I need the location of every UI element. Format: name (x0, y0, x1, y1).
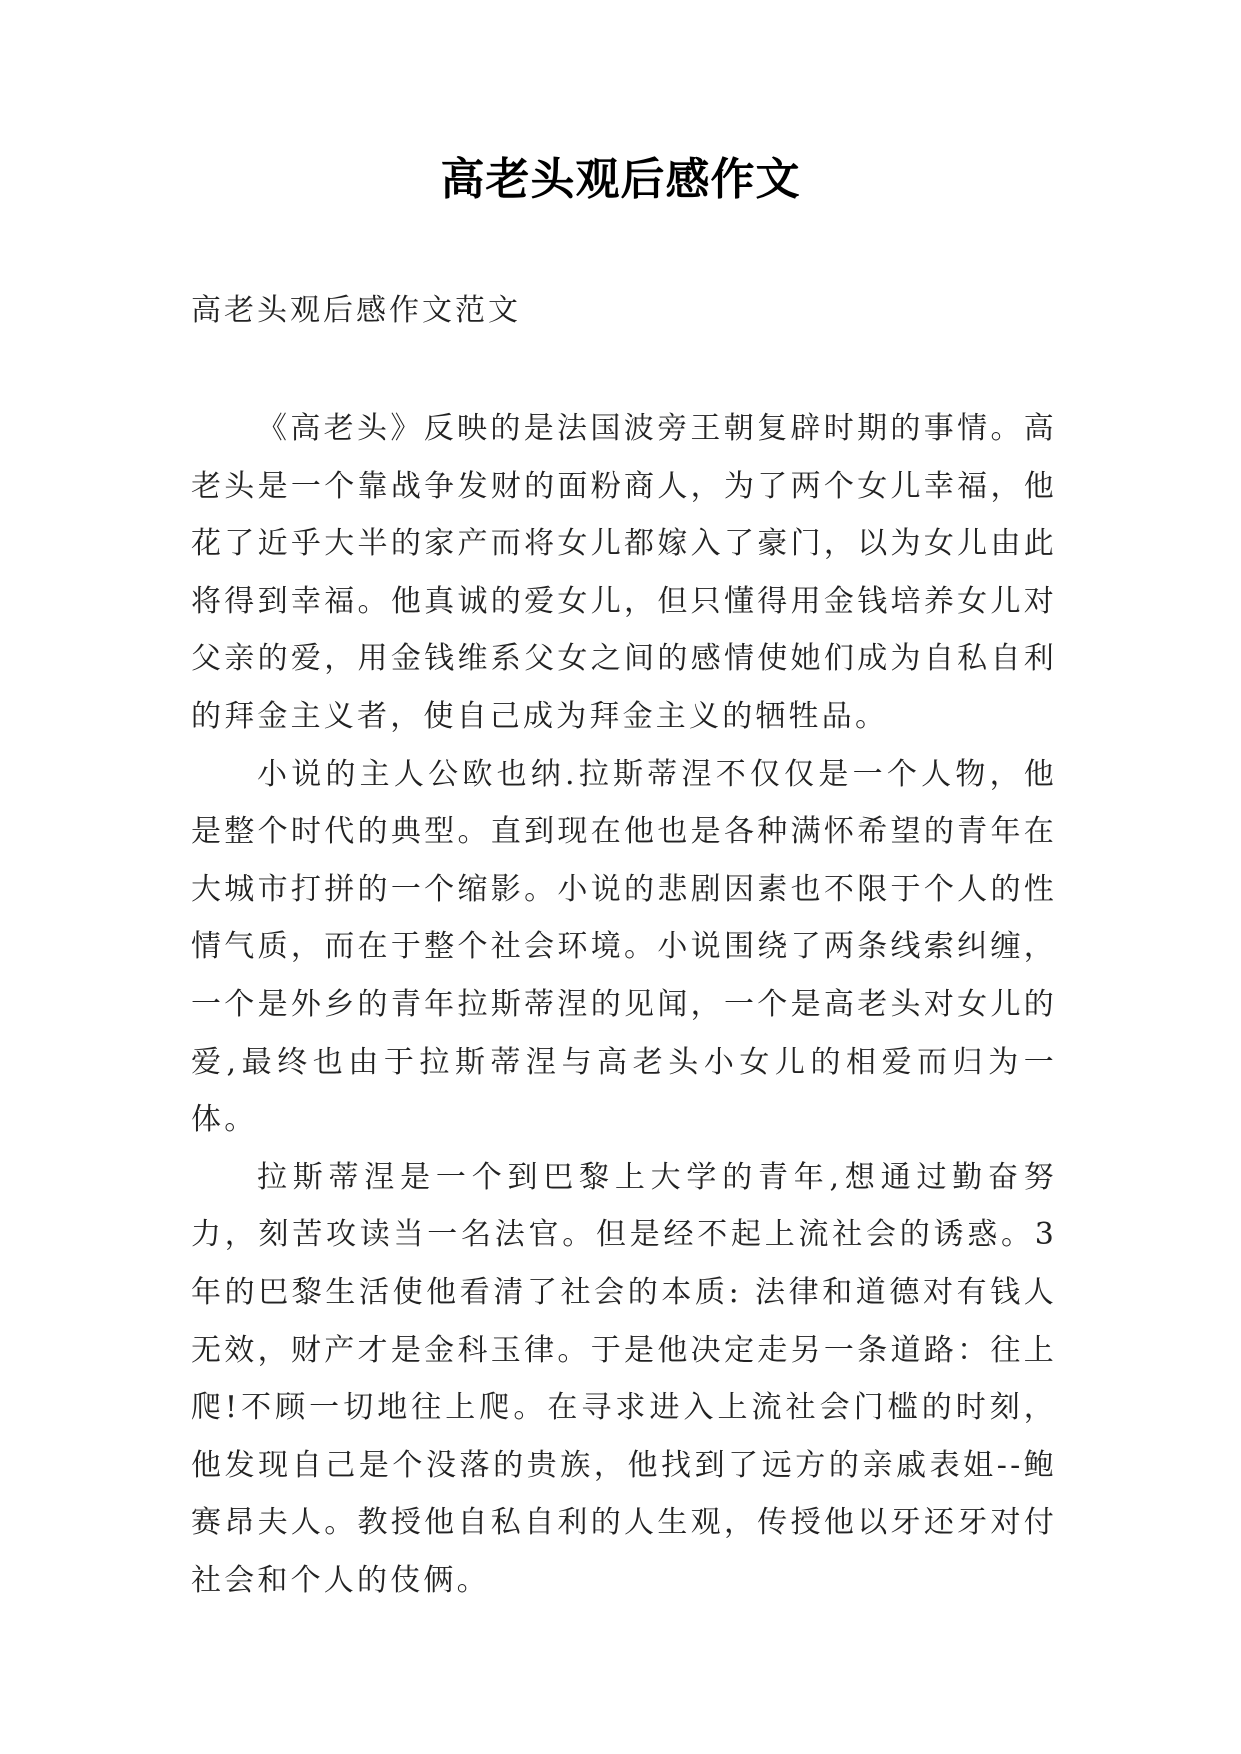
paragraph-1: 《高老头》反映的是法国波旁王朝复辟时期的事情。高老头是一个靠战争发财的面粉商人，为了两个女儿幸福，他花了近乎大半的家产而将女儿都嫁入了豪门，以为女儿由此将得到幸福。他真诚的爱女儿，但只懂得用金钱培养女儿对父亲的爱，用金钱维系父女之间的感情使她们成为自私自利的拜金主义者，使自己成为拜金主义的牺牲品。 (191, 411, 1057, 734)
document-subtitle: 高老头观后感作文范文 (191, 293, 521, 328)
paragraph-3: 拉斯蒂涅是一个到巴黎上大学的青年,想通过勤奋努力，刻苦攻读当一名法官。但是经不起上流社会的诱惑。3年的巴黎生活使他看清了社会的本质: 法律和道德对有钱人无效，财产才是金科玉律。于是他决定走另一条道路：往上爬!不顾一切地往上爬。在寻求进入上流社会门槛的时刻，他发现自己是个没落的贵族，他找到了远方的亲戚表姐--鲍赛昂夫人。教授他自私自利的人生观，传授他以牙还牙对付社会和个人的伎俩。 (191, 1159, 1057, 1598)
document-title: 高老头观后感作文 (440, 154, 801, 205)
document-body (191, 400, 1057, 1609)
paragraph-2: 小说的主人公欧也纳.拉斯蒂涅不仅仅是一个人物，他是整个时代的典型。直到现在他也是各种满怀希望的青年在大城市打拼的一个缩影。小说的悲剧因素也不限于个人的性情气质，而在于整个社会环境。小说围绕了两条线索纠缠，一个是外乡的青年拉斯蒂涅的见闻，一个是高老头对女儿的爱,最终也由于拉斯蒂涅与高老头小女儿的相爱而归为一体。 (191, 756, 1057, 1138)
